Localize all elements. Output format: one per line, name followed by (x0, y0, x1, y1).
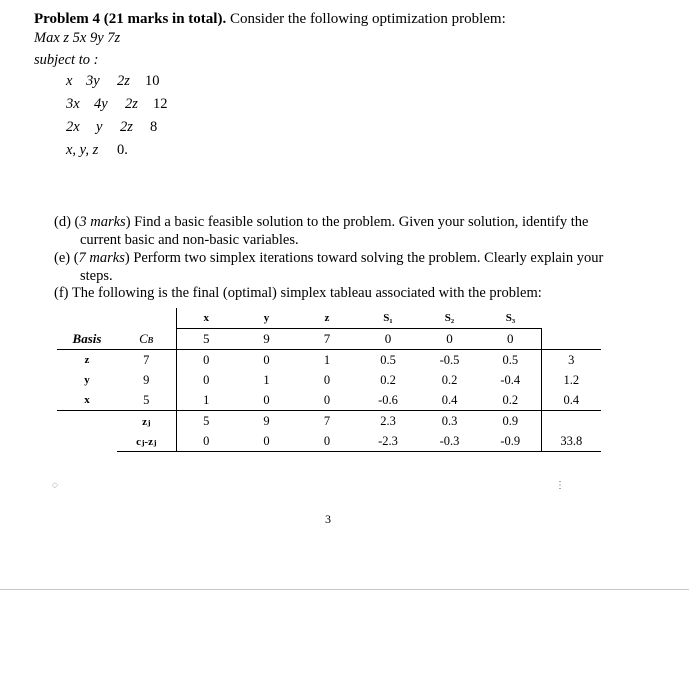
basis-label: Basis (72, 330, 102, 346)
part-d-label: (d) ( (54, 214, 80, 230)
cell: 0.2 (480, 390, 541, 411)
page-divider (0, 589, 689, 590)
c2-x: 3x (66, 96, 80, 112)
page-number: 3 (325, 512, 331, 526)
cell: 0.2 (441, 372, 458, 387)
cell: 1 (297, 350, 357, 371)
cell: 0.3 (419, 411, 480, 432)
cell: 0 (176, 350, 236, 371)
row-cb: 7 (117, 350, 176, 371)
row-cb: 9 (117, 370, 176, 390)
c3-rhs: 8 (150, 119, 158, 135)
c2-z: 2z (125, 96, 138, 112)
part-e-text: ) Perform two simplex iterations toward solving the problem. Clearly explain your (124, 250, 604, 266)
cell: 2.3 (357, 411, 419, 432)
c1-z: 2z (117, 73, 130, 89)
cell: 0 (323, 372, 331, 387)
row-rhs: 0.4 (563, 392, 580, 407)
c2-y: 4y (94, 96, 108, 112)
part-e-marks: 7 marks (78, 250, 125, 266)
problem-heading-bold: Problem 4 (21 marks in total). (34, 11, 227, 27)
part-d-continued: current basic and non-basic variables. (80, 232, 299, 248)
nonneg-value: 0. (117, 142, 128, 158)
table-row (57, 370, 601, 390)
cost-x: 5 (176, 329, 236, 350)
cost-s3: 0 (480, 329, 541, 350)
cell: -0.3 (419, 431, 480, 452)
cell: 7 (297, 411, 357, 432)
part-e-label: (e) ( (54, 250, 79, 266)
cj-zj-label: cⱼ-zⱼ (117, 431, 176, 452)
c3-x: 2x (66, 119, 80, 135)
tableau-cost-row (57, 329, 601, 350)
objective-value: 33.8 (541, 431, 601, 452)
header-x: x (176, 308, 236, 329)
cell: -0.9 (480, 431, 541, 452)
cell: -2.3 (357, 431, 419, 452)
nonnegativity (66, 142, 128, 159)
constraint-3 (66, 119, 157, 136)
cell: 0 (297, 431, 357, 452)
nonneg-vars: x, y, z (66, 142, 99, 158)
cell: 0.9 (480, 411, 541, 432)
c3-y: y (96, 119, 103, 135)
cell: 0 (236, 350, 297, 371)
c1-y: 3y (86, 73, 100, 89)
cell: 0 (203, 372, 210, 387)
cell: 0 (323, 392, 331, 407)
zj-row (57, 411, 601, 432)
tableau-variable-header (57, 308, 601, 329)
c1-rhs: 10 (145, 73, 160, 89)
cell: 1 (203, 392, 210, 407)
cell: 0 (176, 431, 236, 452)
part-d (54, 214, 588, 231)
scan-artifact-circle-icon: ◌ (52, 480, 58, 491)
cell: -0.5 (419, 350, 480, 371)
problem-heading-text: Consider the following optimization problem: (229, 11, 506, 27)
part-d-marks: 3 marks (79, 214, 126, 230)
objective-function: Max z 5x 9y 7z (34, 30, 121, 46)
row-basis: y (84, 374, 90, 386)
cell: 0 (263, 392, 270, 407)
cell: 0.4 (441, 392, 458, 407)
cost-s2: 0 (419, 329, 480, 350)
cell: -0.6 (378, 392, 398, 407)
header-s2: S₂ (444, 312, 455, 324)
cell: 1 (263, 372, 270, 387)
constraint-2 (66, 96, 168, 113)
part-f: (f) The following is the final (optimal) simplex tableau associated with the problem: (54, 285, 542, 301)
header-s3: S₃ (505, 312, 516, 324)
row-basis: z (57, 350, 117, 371)
part-e-continued: steps. (80, 268, 113, 284)
table-row (57, 390, 601, 411)
cb-label: Cʙ (139, 330, 154, 346)
header-y: y (263, 312, 270, 324)
c2-rhs: 12 (153, 96, 168, 112)
cell: 5 (176, 411, 236, 432)
row-rhs: 1.2 (563, 372, 580, 387)
part-e (54, 250, 603, 267)
subject-to-label: subject to : (34, 52, 99, 68)
header-z: z (324, 312, 330, 324)
row-basis: x (84, 394, 90, 406)
scan-artifact-dots-icon: ⋮ (555, 480, 565, 491)
problem-heading (34, 11, 506, 28)
zj-label: zⱼ (117, 411, 176, 432)
cell: 0.5 (357, 350, 419, 371)
cost-y: 9 (236, 329, 297, 350)
cell: 0 (236, 431, 297, 452)
cell: 0.5 (480, 350, 541, 371)
row-rhs: 3 (541, 350, 601, 371)
cell: -0.4 (480, 370, 541, 390)
part-d-text: ) Find a basic feasible solution to the problem. Given your solution, identify the (125, 214, 589, 230)
cost-s1: 0 (357, 329, 419, 350)
c1-x: x (66, 73, 73, 89)
constraint-1 (66, 73, 160, 90)
row-cb: 5 (117, 390, 176, 411)
c3-z: 2z (120, 119, 133, 135)
cj-zj-row (57, 431, 601, 452)
table-row (57, 350, 601, 371)
cell: 9 (236, 411, 297, 432)
cell: 0.2 (380, 372, 396, 387)
header-s1: S₁ (383, 312, 393, 324)
cost-z: 7 (297, 329, 357, 350)
simplex-tableau (57, 308, 601, 452)
